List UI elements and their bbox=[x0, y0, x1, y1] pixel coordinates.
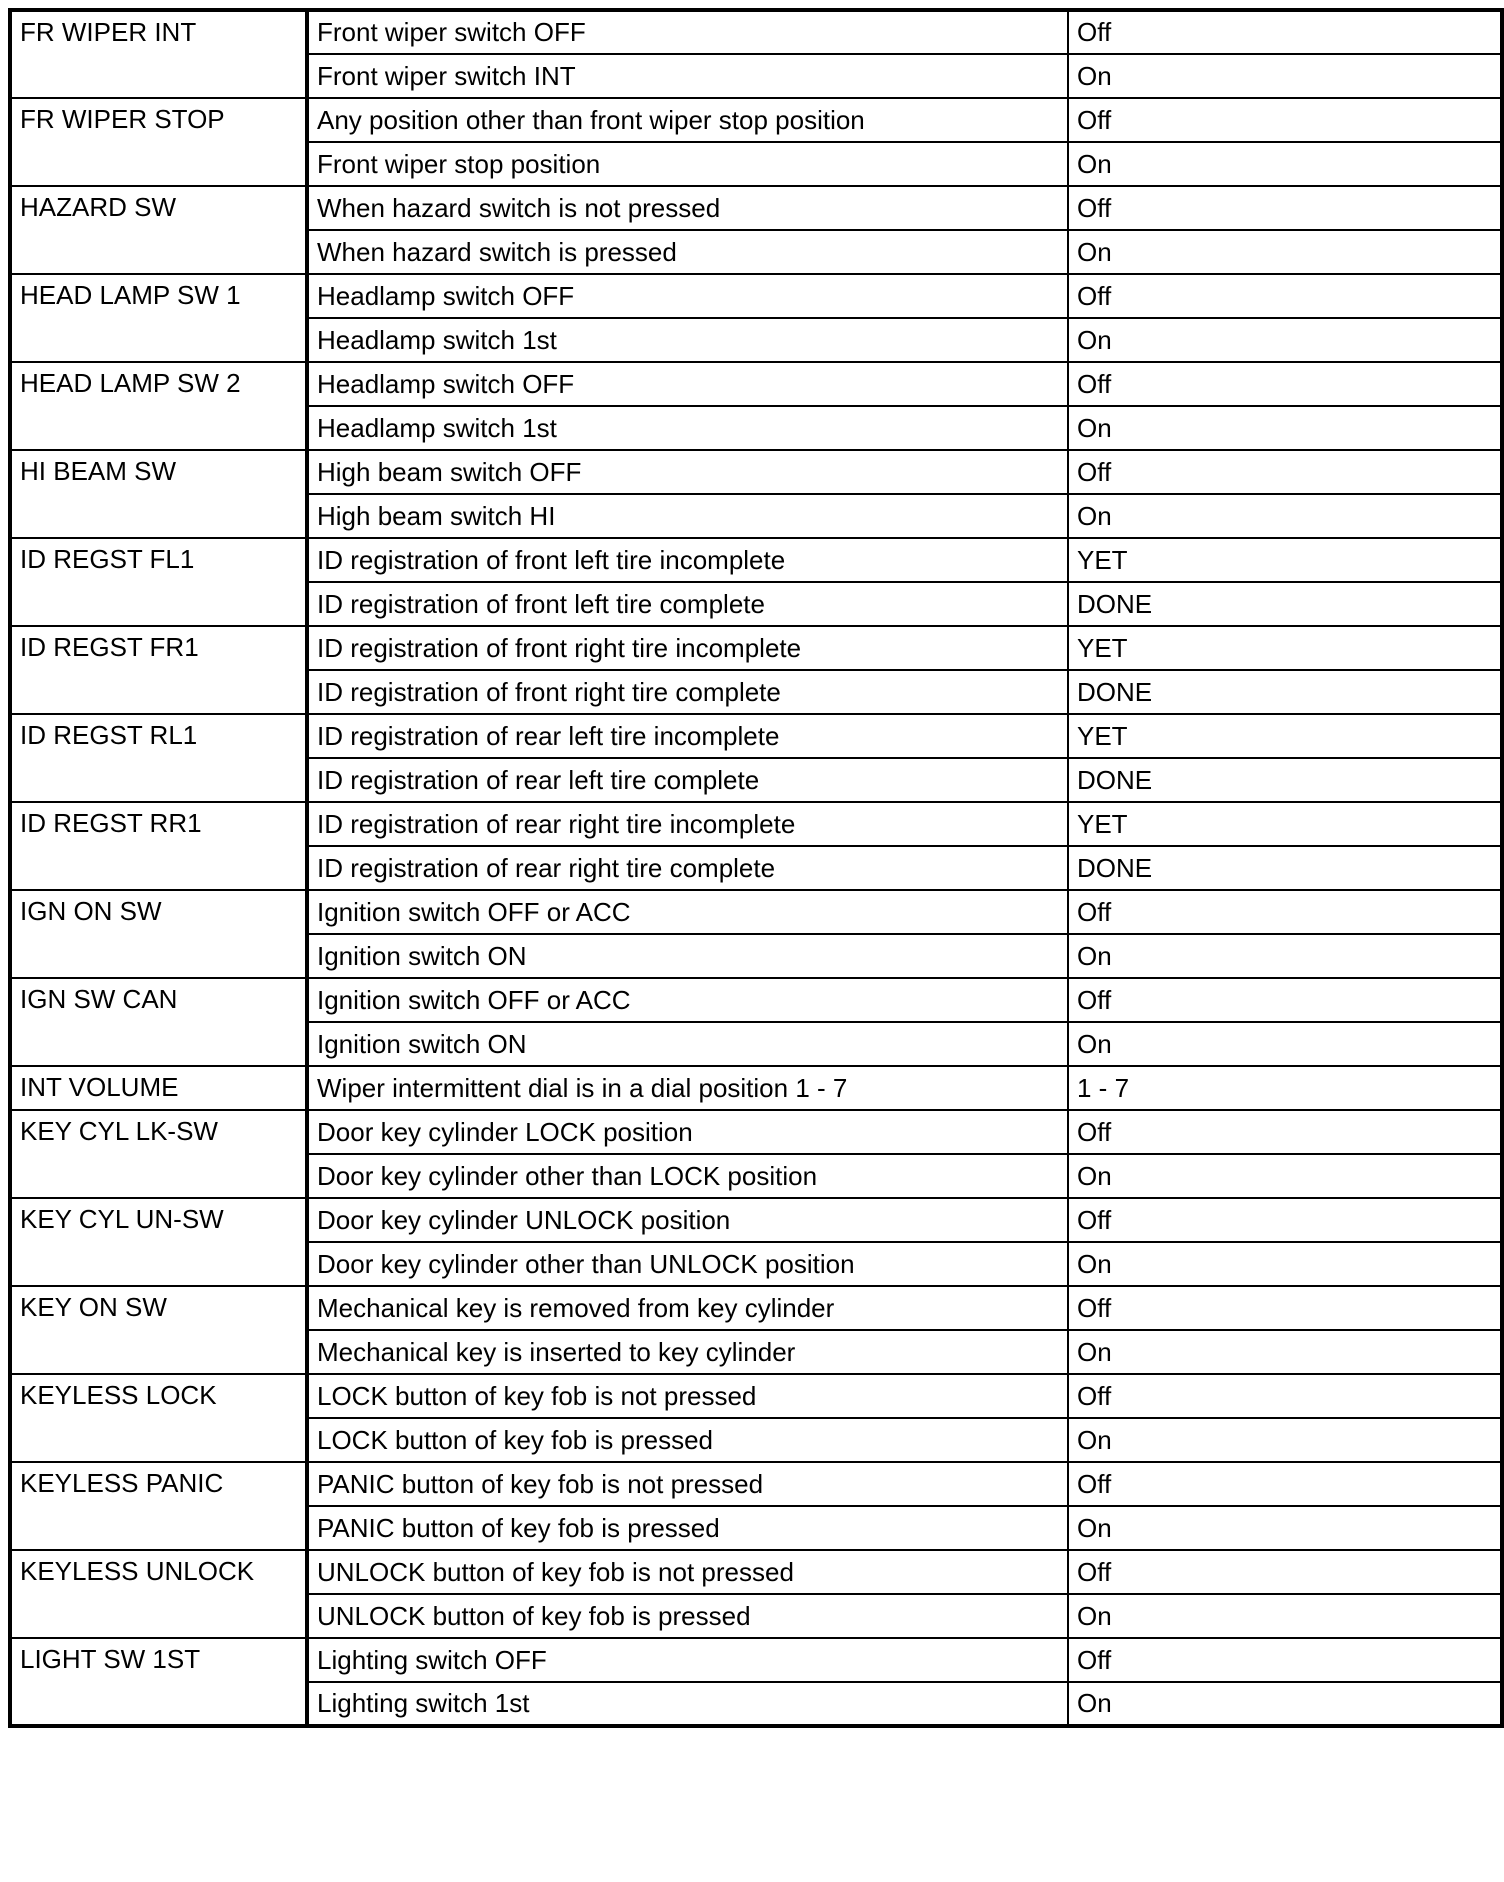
condition-cell: Ignition switch ON bbox=[307, 1022, 1068, 1066]
table-row bbox=[10, 1286, 1502, 1330]
condition-cell: Any position other than front wiper stop position bbox=[307, 98, 1068, 142]
value-cell: Off bbox=[1068, 978, 1502, 1022]
value-cell: On bbox=[1068, 142, 1502, 186]
table-row bbox=[10, 1550, 1502, 1594]
monitor-item-name: ID REGST RR1 bbox=[10, 802, 307, 890]
monitor-item-name: KEYLESS UNLOCK bbox=[10, 1550, 307, 1638]
value-cell: YET bbox=[1068, 802, 1502, 846]
value-cell: On bbox=[1068, 1022, 1502, 1066]
table-row bbox=[10, 626, 1502, 670]
value-cell: On bbox=[1068, 1154, 1502, 1198]
condition-cell: Lighting switch OFF bbox=[307, 1638, 1068, 1682]
value-cell: Off bbox=[1068, 450, 1502, 494]
condition-cell: ID registration of front right tire incomplete bbox=[307, 626, 1068, 670]
condition-cell: PANIC button of key fob is pressed bbox=[307, 1506, 1068, 1550]
value-cell: DONE bbox=[1068, 758, 1502, 802]
value-cell: Off bbox=[1068, 1638, 1502, 1682]
condition-cell: Front wiper switch INT bbox=[307, 54, 1068, 98]
monitor-item-name: FR WIPER INT bbox=[10, 10, 307, 98]
value-cell: DONE bbox=[1068, 670, 1502, 714]
value-cell: On bbox=[1068, 318, 1502, 362]
condition-cell: High beam switch HI bbox=[307, 494, 1068, 538]
monitor-item-name: ID REGST FL1 bbox=[10, 538, 307, 626]
condition-cell: Door key cylinder other than LOCK position bbox=[307, 1154, 1068, 1198]
condition-cell: LOCK button of key fob is pressed bbox=[307, 1418, 1068, 1462]
value-cell: Off bbox=[1068, 362, 1502, 406]
value-cell: On bbox=[1068, 230, 1502, 274]
monitor-item-name: KEY CYL UN-SW bbox=[10, 1198, 307, 1286]
value-cell: On bbox=[1068, 1330, 1502, 1374]
monitor-item-name: KEYLESS LOCK bbox=[10, 1374, 307, 1462]
value-cell: On bbox=[1068, 1242, 1502, 1286]
value-cell: DONE bbox=[1068, 846, 1502, 890]
table-row bbox=[10, 978, 1502, 1022]
monitor-item-name: ID REGST FR1 bbox=[10, 626, 307, 714]
monitor-item-name: HEAD LAMP SW 1 bbox=[10, 274, 307, 362]
value-cell: Off bbox=[1068, 274, 1502, 318]
value-cell: Off bbox=[1068, 1286, 1502, 1330]
value-cell: On bbox=[1068, 494, 1502, 538]
condition-cell: Mechanical key is removed from key cylinder bbox=[307, 1286, 1068, 1330]
monitor-item-name: FR WIPER STOP bbox=[10, 98, 307, 186]
monitor-item-name: HEAD LAMP SW 2 bbox=[10, 362, 307, 450]
condition-cell: Door key cylinder UNLOCK position bbox=[307, 1198, 1068, 1242]
condition-cell: Front wiper stop position bbox=[307, 142, 1068, 186]
condition-cell: Door key cylinder LOCK position bbox=[307, 1110, 1068, 1154]
value-cell: On bbox=[1068, 1506, 1502, 1550]
condition-cell: Headlamp switch 1st bbox=[307, 406, 1068, 450]
table-row bbox=[10, 890, 1502, 934]
condition-cell: ID registration of rear right tire complete bbox=[307, 846, 1068, 890]
value-cell: On bbox=[1068, 934, 1502, 978]
condition-cell: LOCK button of key fob is not pressed bbox=[307, 1374, 1068, 1418]
value-cell: YET bbox=[1068, 538, 1502, 582]
value-cell: Off bbox=[1068, 186, 1502, 230]
condition-cell: UNLOCK button of key fob is pressed bbox=[307, 1594, 1068, 1638]
table-row bbox=[10, 274, 1502, 318]
table-row bbox=[10, 1462, 1502, 1506]
monitor-item-name: IGN ON SW bbox=[10, 890, 307, 978]
monitor-item-name: HI BEAM SW bbox=[10, 450, 307, 538]
table-row bbox=[10, 1374, 1502, 1418]
table-row bbox=[10, 802, 1502, 846]
condition-cell: Headlamp switch OFF bbox=[307, 274, 1068, 318]
table-row bbox=[10, 1198, 1502, 1242]
value-cell: YET bbox=[1068, 714, 1502, 758]
value-cell: Off bbox=[1068, 1198, 1502, 1242]
condition-cell: ID registration of rear left tire incomplete bbox=[307, 714, 1068, 758]
condition-cell: UNLOCK button of key fob is not pressed bbox=[307, 1550, 1068, 1594]
value-cell: On bbox=[1068, 54, 1502, 98]
condition-cell: PANIC button of key fob is not pressed bbox=[307, 1462, 1068, 1506]
condition-cell: Lighting switch 1st bbox=[307, 1682, 1068, 1726]
value-cell: 1 - 7 bbox=[1068, 1066, 1502, 1110]
monitor-item-table bbox=[8, 8, 1504, 1728]
monitor-item-name: HAZARD SW bbox=[10, 186, 307, 274]
value-cell: Off bbox=[1068, 1110, 1502, 1154]
condition-cell: When hazard switch is pressed bbox=[307, 230, 1068, 274]
table-row bbox=[10, 1066, 1502, 1110]
condition-cell: Mechanical key is inserted to key cylinder bbox=[307, 1330, 1068, 1374]
table-row bbox=[10, 98, 1502, 142]
monitor-item-name: LIGHT SW 1ST bbox=[10, 1638, 307, 1726]
condition-cell: Ignition switch OFF or ACC bbox=[307, 978, 1068, 1022]
monitor-item-name: IGN SW CAN bbox=[10, 978, 307, 1066]
value-cell: YET bbox=[1068, 626, 1502, 670]
condition-cell: Front wiper switch OFF bbox=[307, 10, 1068, 54]
condition-cell: Headlamp switch OFF bbox=[307, 362, 1068, 406]
condition-cell: Door key cylinder other than UNLOCK position bbox=[307, 1242, 1068, 1286]
table-row bbox=[10, 10, 1502, 54]
value-cell: Off bbox=[1068, 10, 1502, 54]
table-body bbox=[10, 10, 1502, 1726]
table-row bbox=[10, 1638, 1502, 1682]
monitor-item-name: INT VOLUME bbox=[10, 1066, 307, 1110]
condition-cell: ID registration of front right tire complete bbox=[307, 670, 1068, 714]
monitor-item-name: ID REGST RL1 bbox=[10, 714, 307, 802]
condition-cell: Ignition switch OFF or ACC bbox=[307, 890, 1068, 934]
value-cell: Off bbox=[1068, 1550, 1502, 1594]
table-row bbox=[10, 186, 1502, 230]
value-cell: On bbox=[1068, 1682, 1502, 1726]
condition-cell: High beam switch OFF bbox=[307, 450, 1068, 494]
condition-cell: Wiper intermittent dial is in a dial position 1 - 7 bbox=[307, 1066, 1068, 1110]
value-cell: Off bbox=[1068, 98, 1502, 142]
table-row bbox=[10, 538, 1502, 582]
value-cell: DONE bbox=[1068, 582, 1502, 626]
value-cell: On bbox=[1068, 406, 1502, 450]
value-cell: Off bbox=[1068, 1462, 1502, 1506]
condition-cell: Ignition switch ON bbox=[307, 934, 1068, 978]
condition-cell: ID registration of rear right tire incomplete bbox=[307, 802, 1068, 846]
value-cell: On bbox=[1068, 1594, 1502, 1638]
value-cell: Off bbox=[1068, 890, 1502, 934]
monitor-item-name: KEY CYL LK-SW bbox=[10, 1110, 307, 1198]
table-row bbox=[10, 1110, 1502, 1154]
condition-cell: ID registration of front left tire complete bbox=[307, 582, 1068, 626]
table-row bbox=[10, 362, 1502, 406]
table-row bbox=[10, 714, 1502, 758]
monitor-item-name: KEY ON SW bbox=[10, 1286, 307, 1374]
condition-cell: ID registration of front left tire incomplete bbox=[307, 538, 1068, 582]
monitor-item-name: KEYLESS PANIC bbox=[10, 1462, 307, 1550]
condition-cell: ID registration of rear left tire complete bbox=[307, 758, 1068, 802]
condition-cell: When hazard switch is not pressed bbox=[307, 186, 1068, 230]
value-cell: Off bbox=[1068, 1374, 1502, 1418]
table-row bbox=[10, 450, 1502, 494]
value-cell: On bbox=[1068, 1418, 1502, 1462]
condition-cell: Headlamp switch 1st bbox=[307, 318, 1068, 362]
